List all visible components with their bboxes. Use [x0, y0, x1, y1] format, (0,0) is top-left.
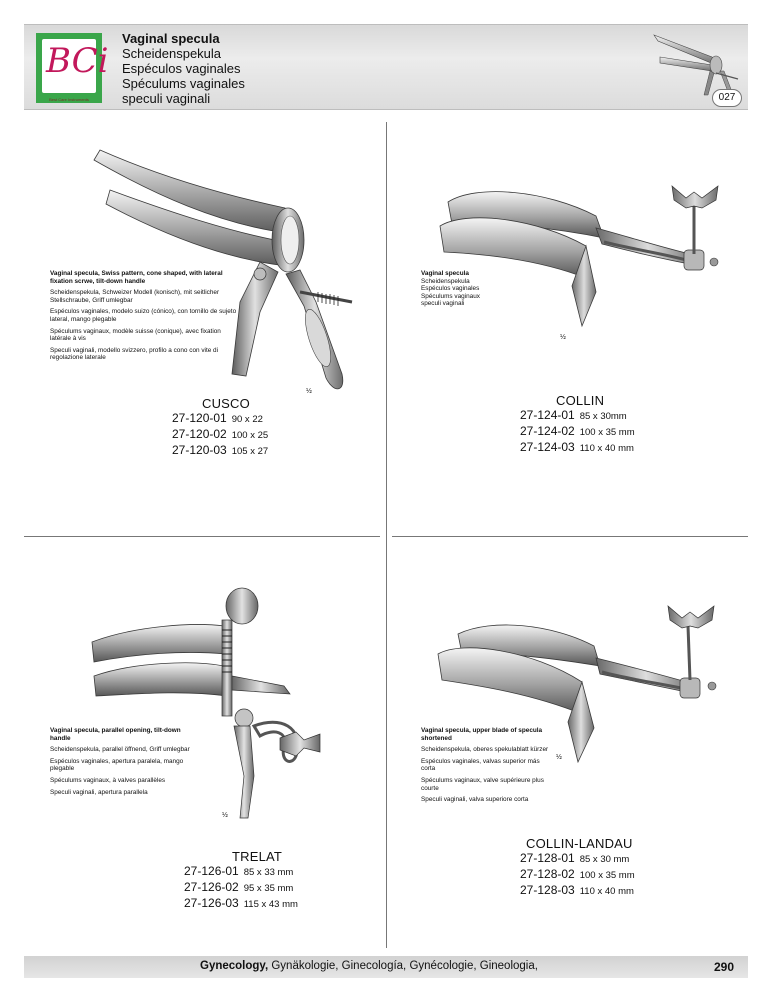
collin-landau-description [421, 727, 551, 808]
article-code: 27-128-02 [520, 867, 575, 881]
trelat-desc-fr: Spéculums vaginaux, à valves parallèles [50, 776, 166, 784]
collin-landau-product-name: COLLIN-LANDAU [526, 836, 633, 851]
article-code: 27-124-02 [520, 424, 575, 438]
trelat-codes [184, 864, 298, 912]
code-row [172, 443, 268, 459]
cusco-desc-en: Vaginal specula, Swiss pattern, cone shaped, with lateral fixation scrwe, tilt-down handle [50, 270, 223, 285]
article-size: 85 x 30mm [579, 411, 627, 422]
article-code: 27-128-01 [520, 851, 575, 865]
code-row [520, 883, 635, 899]
article-size: 95 x 35 mm [243, 883, 294, 894]
trelat-desc-it: Speculi vaginali, apertura parallela [50, 788, 148, 796]
title-fr: Spéculums vaginales [122, 76, 245, 91]
article-code: 27-120-03 [172, 443, 227, 457]
collin-scale: ½ [560, 334, 566, 341]
header-titles [122, 31, 245, 106]
collin-desc-fr: Spéculums vaginaux [421, 292, 480, 300]
code-row [184, 880, 298, 896]
article-code: 27-124-03 [520, 440, 575, 454]
collin-codes [520, 408, 635, 456]
trelat-description [50, 727, 190, 800]
code-row [520, 424, 635, 440]
vertical-divider [386, 122, 387, 948]
collin-landau-desc-it: Speculi vaginali, valva superiore corta [421, 796, 529, 804]
page-header [24, 24, 748, 110]
title-de: Scheidenspekula [122, 46, 222, 61]
cusco-desc-es: Espéculos vaginales, modelo suizo (cónico), con tornillo de sujeto lateral, mango plegable [50, 308, 237, 323]
logo-letters: BCi [46, 41, 109, 81]
code-row [520, 851, 635, 867]
article-size: 105 x 27 [231, 446, 269, 457]
article-code: 27-120-02 [172, 427, 227, 441]
article-size: 100 x 25 [231, 430, 269, 441]
cusco-description [50, 270, 240, 366]
footer-category [200, 960, 538, 972]
cusco-codes [172, 411, 268, 459]
page-number: 290 [713, 960, 734, 974]
page-footer [24, 956, 748, 978]
code-row [520, 867, 635, 883]
collin-landau-desc-de: Scheidenspekula, oberes spekulablatt kürzer [421, 746, 549, 754]
cusco-desc-fr: Spéculums vaginaux, modèle suisse (conique), avec fixation latérale à vis [50, 327, 221, 343]
trelat-desc-es: Espéculos vaginales, apertura paralela, mango plegable [50, 757, 184, 773]
article-code: 27-120-01 [172, 411, 227, 425]
cusco-desc-de: Scheidenspekula, Schweizer Modell (konisch), mit seitlicher Stellschraube, Griff umlegbar [50, 289, 220, 304]
company-logo [36, 33, 109, 103]
code-row [520, 408, 635, 424]
collin-desc-es: Espéculos vaginales [421, 285, 480, 293]
cusco-scale: ½ [306, 388, 312, 395]
article-code: 27-128-03 [520, 883, 575, 897]
collin-landau-scale: ½ [556, 754, 562, 761]
trelat-scale: ½ [222, 812, 228, 819]
horizontal-divider-left [24, 536, 380, 537]
cusco-product-name: CUSCO [202, 396, 250, 411]
collin-desc-it: speculi vaginali [421, 300, 465, 308]
article-size: 100 x 35 mm [579, 870, 635, 881]
article-size: 110 x 40 mm [579, 443, 634, 454]
article-code: 27-124-01 [520, 408, 575, 422]
article-code: 27-126-01 [184, 864, 239, 878]
footer-category-bold: Gynecology, [200, 960, 269, 972]
collin-landau-desc-fr: Spéculums vaginaux, valve supérieure plus courte [421, 776, 544, 792]
footer-category-rest: Gynäkologie, Ginecología, Gynécologie, Gineologia, [268, 960, 538, 972]
logo-tagline: Best Care Instruments [49, 97, 89, 102]
collin-speculum-image [436, 176, 726, 346]
article-size: 90 x 22 [231, 414, 263, 425]
code-row [184, 864, 298, 880]
article-size: 115 x 43 mm [243, 899, 298, 910]
collin-landau-desc-en: Vaginal specula, upper blade of specula shortened [421, 727, 543, 742]
collin-landau-desc-es: Espéculos vaginales, valvas superior más corta [421, 757, 540, 773]
collin-landau-codes [520, 851, 635, 899]
horizontal-divider-right [392, 536, 748, 537]
title-en: Vaginal specula [122, 31, 220, 46]
title-it: speculi vaginali [122, 91, 211, 106]
article-code: 27-126-02 [184, 880, 239, 894]
trelat-desc-en: Vaginal specula, parallel opening, tilt-down handle [50, 727, 181, 742]
collin-desc-de: Scheidenspekula [421, 277, 470, 285]
cusco-desc-it: Speculi vaginali, modello svizzero, profilo a cono con vite di regolazione laterale [50, 346, 219, 362]
catalog-page-badge: 027 [712, 89, 742, 107]
code-row [184, 896, 298, 912]
trelat-product-name: TRELAT [232, 849, 283, 864]
article-size: 100 x 35 mm [579, 427, 635, 438]
article-size: 85 x 30 mm [579, 854, 630, 865]
code-row [520, 440, 635, 456]
trelat-desc-de: Scheidenspekula, parallel öffnend, Griff umlegbar [50, 746, 190, 754]
code-row [172, 427, 268, 443]
article-code: 27-126-03 [184, 896, 239, 910]
collin-description [421, 270, 551, 308]
article-size: 85 x 33 mm [243, 867, 294, 878]
code-row [172, 411, 268, 427]
article-size: 110 x 40 mm [579, 886, 634, 897]
title-es: Espéculos vaginales [122, 61, 241, 76]
collin-product-name: COLLIN [556, 393, 605, 408]
collin-desc-en: Vaginal specula [421, 270, 469, 277]
